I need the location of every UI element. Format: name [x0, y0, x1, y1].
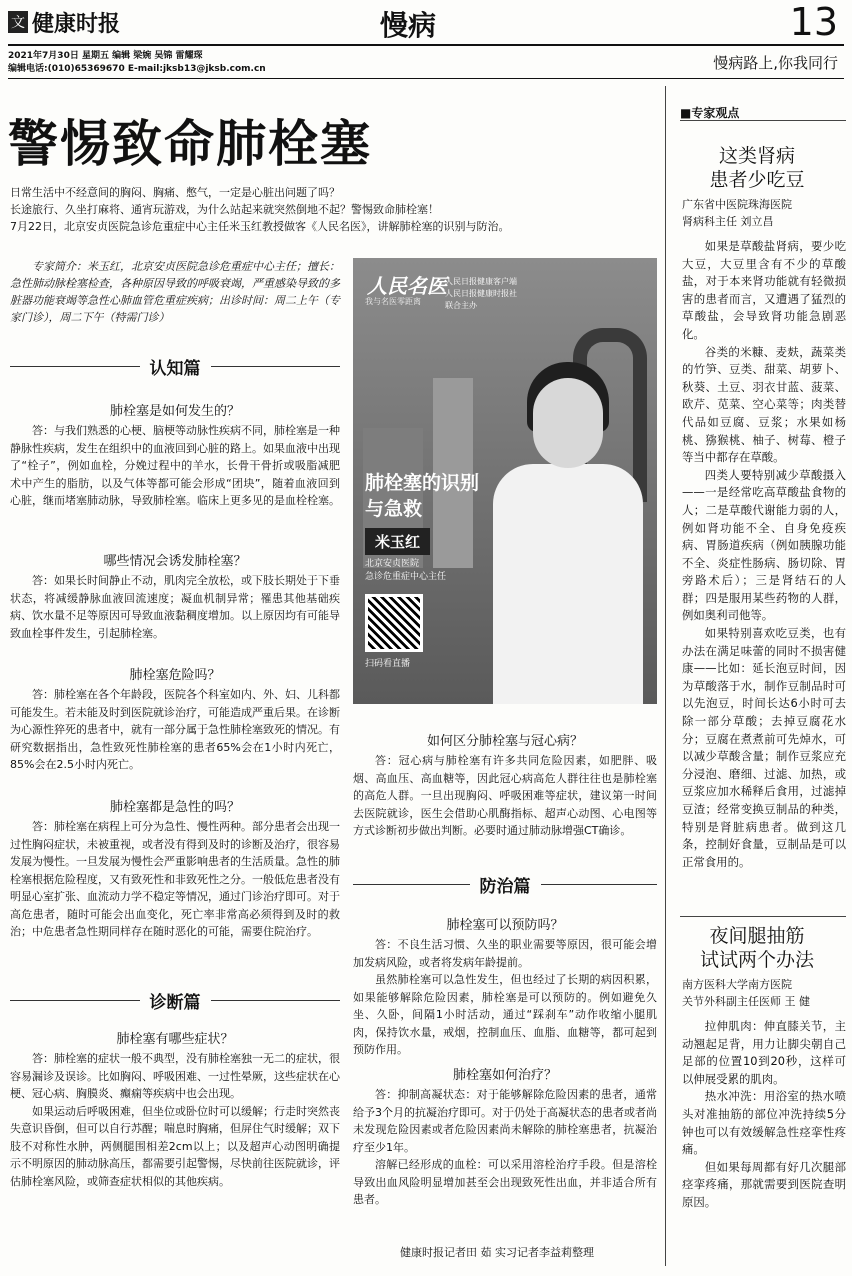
answer-text — [10, 572, 340, 642]
poster-tagline: 我与名医零距离 — [365, 297, 421, 306]
sidebar-label: ■专家观点 — [680, 106, 740, 120]
section-slogan: 慢病路上,你我同行 — [713, 54, 838, 72]
partner-name: 人民日报健康客户端 — [445, 277, 517, 286]
joint-host-label: 联合主办 — [445, 301, 477, 310]
section-prevention — [353, 872, 657, 897]
answer-paragraph: 答：不良生活习惯、久坐的职业需要等原因，很可能会增加发病风险，或者将发病年龄提前。 — [353, 938, 657, 969]
date-line: 2021年7月30日 星期五 编辑 梁婉 吴锦 雷耀琛 — [8, 51, 203, 61]
lead-paragraphs — [10, 184, 670, 235]
answer-paragraph: 答：肺栓塞的症状一般不典型，没有肺栓塞独一无二的症状，很容易漏诊及误诊。比如胸闷、呼吸困难、一过性晕厥，这些症状在心梗、冠心病、胸膜炎、癫痫等疾病中也会出现。 — [10, 1052, 340, 1100]
lead-line: 日常生活中不经意间的胸闷、胸痛、憋气，一定是心脏出问题了吗？ — [10, 186, 340, 199]
section-cognition — [10, 354, 340, 379]
author-line: 南方医科大学南方医院 — [682, 978, 792, 991]
logo-mark-icon: 文 — [8, 11, 28, 33]
question-heading: 肺栓塞可以预防吗？ — [446, 918, 564, 933]
contact-line: 编辑电话:(010)65369670 E-mail:jksb13@jksb.com.cn — [8, 64, 266, 74]
answer-text — [10, 422, 340, 510]
sidebar-rule — [680, 120, 846, 121]
question-heading: 如何区分肺栓塞与冠心病？ — [426, 734, 583, 749]
question-heading: 哪些情况会诱发肺栓塞？ — [103, 554, 247, 569]
question-heading: 肺栓塞如何治疗？ — [452, 1068, 557, 1083]
lead-line: 长途旅行、久坐打麻将、通宵玩游戏，为什么站起来就突然倒地不起？警惕致命肺栓塞！ — [10, 203, 439, 216]
body-paragraph: 如果是草酸盐肾病，要少吃大豆，大豆里含有不少的草酸盐，对于本来肾功能就有轻微损害的患者而言，又遭遇了猛烈的草酸盐，会导致肾功能急剧恶化。 — [682, 239, 846, 341]
title-line: 患者少吃豆 — [709, 169, 805, 191]
section-diagnosis — [10, 988, 340, 1013]
answer-text — [10, 1050, 340, 1190]
answer-text — [353, 936, 657, 1059]
sidebar-author — [682, 976, 846, 1010]
poster-doctor-title — [365, 558, 446, 584]
section-title: 防治篇 — [479, 877, 531, 897]
answer-paragraph: 答：抑制高凝状态：对于能够解除危险因素的患者，通常给予3个月的抗凝治疗即可。对于仍处于高凝状态的患者或者尚未发现危险因素或者危险因素尚未解除的肺栓塞患者，抗凝治疗至少1年。 — [353, 1088, 657, 1154]
doctor-photo — [493, 368, 643, 704]
poster-title-line: 与急救 — [365, 498, 423, 520]
doctor-coat — [493, 464, 643, 704]
question-heading: 肺栓塞都是急性的吗？ — [109, 800, 240, 815]
scan-hint: 扫码看直播 — [365, 659, 411, 669]
author-line: 关节外科副主任医师 王 健 — [682, 995, 810, 1008]
sidebar-article-body — [682, 1018, 846, 1212]
section-title: 认知篇 — [149, 359, 201, 379]
title-line: 试试两个办法 — [699, 949, 814, 971]
qr-code-icon[interactable] — [365, 594, 423, 652]
page-headline: 警惕致命肺栓塞 — [8, 114, 372, 173]
answer-paragraph: 溶解已经形成的血栓：可以采用溶栓治疗手段。但是溶栓导致出血风险明显增加甚至会出现致死性出血，并非适合所有患者。 — [353, 1158, 657, 1206]
title-line: 夜间腿抽筋 — [709, 925, 805, 947]
poster-position: 急诊危重症中心主任 — [365, 572, 447, 582]
sidebar-author — [682, 196, 846, 230]
edition-meta — [8, 50, 266, 76]
newspaper-logo — [8, 6, 148, 38]
answer-paragraph: 答：如果长时间静止不动，肌肉完全放松，或下肢长期处于下垂状态，将减缓静脉血液回流速度；凝血机制异常；罹患其他基础疾病、饮水量不足等原因可导致血液黏稠度增加。以上原因均有可能导致血栓事件发生，引起肺栓塞。 — [10, 574, 340, 640]
column-divider — [665, 86, 666, 1266]
byline: 健康时报记者田 茹 实习记者李益莉整理 — [400, 1246, 594, 1259]
section-name: 慢病 — [380, 9, 437, 42]
answer-text — [353, 752, 657, 840]
partner-name: 人民日报健康时报社 — [445, 289, 517, 298]
question-heading: 肺栓塞有哪些症状？ — [116, 1032, 234, 1047]
lead-line: 7月22日，北京安贞医院急诊危重症中心主任米玉红教授做客《人民名医》，讲解肺栓塞的识别与防治。 — [10, 220, 510, 233]
answer-text — [10, 818, 340, 941]
body-paragraph: 谷类的米糠、麦麸，蔬菜类的竹笋、豆类、甜菜、胡萝卜、秋葵、土豆、羽衣甘蓝、菠菜、欧芹、苋菜、空心菜等；肉类替代品如豆腐、豆浆；水果如杨桃、猕猴桃、柚子、树莓、橙子等当中都存在草酸。 — [682, 344, 846, 465]
title-line: 这类肾病 — [718, 145, 795, 167]
poster-hospital: 北京安贞医院 — [365, 559, 420, 569]
page-number: 13 — [789, 0, 838, 44]
body-paragraph: 热水冲洗：用浴室的热水喷头对准抽筋的部位冲洗持续5分钟也可以有效缓解急性痉挛性疼痛。 — [682, 1089, 846, 1157]
expert-bio: 专家简介：米玉红，北京安贞医院急诊危重症中心主任；擅长：急性肺动脉栓塞检查，各种原因导致的呼吸衰竭，严重感染导致的多脏器功能衰竭等急性心肺血管危重症疾病；出诊时间：周二上午（专家门诊），周二下午（特需门诊） — [10, 260, 340, 324]
answer-paragraph: 答：与我们熟悉的心梗、脑梗等动脉性疾病不同，肺栓塞是一种静脉性疾病，发生在组织中的血液回到心脏的路上。如果血液中出现了“栓子”，例如血栓，分娩过程中的羊水，长骨干骨折或吸脂减肥术中产生的脂肪，以及气体等都可能会形成“团块”，随着血液回到心脏，继而堵塞肺动脉，导致肺栓塞。临床上更多见的是血栓栓塞。 — [10, 424, 340, 507]
answer-text — [10, 686, 340, 774]
poster-partners — [445, 276, 517, 312]
newspaper-name: 健康时报 — [32, 10, 121, 37]
sidebar-article-title — [672, 144, 842, 192]
live-broadcast-poster — [353, 258, 657, 704]
answer-text — [353, 1086, 657, 1209]
sidebar-article-body — [682, 238, 846, 871]
header-rule — [8, 78, 844, 79]
top-rule — [8, 44, 844, 46]
sidebar-article-title — [672, 924, 842, 972]
question-heading: 肺栓塞是如何发生的？ — [109, 404, 240, 419]
answer-paragraph: 如果运动后呼吸困难，但坐位或卧位时可以缓解；行走时突然丧失意识昏倒，但可以自行苏醒；喘息时胸痛，但屏住气时缓解；双下肢不对称性水肿，两侧腿围相差2cm以上；以及超声心动图明确提示不明原因的肺动脉高压，都需要引起警惕，尽快前往医院就诊，评估肺栓塞风险，或筛查症状相似的其他疾病。 — [10, 1104, 340, 1188]
answer-paragraph: 答：肺栓塞在病程上可分为急性、慢性两种。部分患者会出现一过性胸闷症状，未被重视，或者没有得到及时的诊断及治疗，很容易发展为慢性。一旦发展为慢性会严重影响患者的生活质量。急性的肺栓塞根据危险程度，又有致死性和非致死性之分。一般低危患者没有明显心室扩张、血流动力学不稳定等情况，通过门诊治疗即可。对于高危患者，随时可能会出血变化，死亡率非常高必须得到及时的救治；中危患者急性期同样存在随时恶化的可能，需要住院治疗。 — [10, 820, 340, 938]
section-title: 诊断篇 — [149, 993, 201, 1013]
answer-paragraph: 答：冠心病与肺栓塞有许多共同危险因素，如肥胖、吸烟、高血压、高血糖等，因此冠心病高危人群往往也是肺栓塞的高危人群。一旦出现胸闷、呼吸困难等症状，建议第一时间去医院就诊，医生会借助心肌酶指标、超声心动图、心电图等方式诊断初步做出判断。必要时通过肺动脉增强CT确诊。 — [353, 754, 657, 837]
answer-paragraph: 虽然肺栓塞可以急性发生，但也经过了长期的病因积累，如果能够解除危险因素，肺栓塞是可以预防的。例如避免久坐、久卧，间隔1小时活动，通过“踩刹车”动作收缩小腿肌肉，保持饮水量，戒烟，控制血压、血脂、血糖等，都可起到预防作用。 — [353, 973, 657, 1056]
doctor-face — [533, 378, 603, 468]
answer-paragraph: 答：肺栓塞在各个年龄段，医院各个科室如内、外、妇、儿科都可能发生。若未能及时到医院就诊治疗，可能造成严重后果。在诊断为心源性猝死的患者中，就有一部分属于急性肺栓塞致死的情况。有研究数据指出，急性致死性肺栓塞的患者65%会在1小时内死亡，85%会在2.5小时内死亡。 — [10, 688, 340, 771]
body-paragraph: 但如果每周都有好几次腿部痉挛疼痛，那就需要到医院查明原因。 — [682, 1159, 846, 1209]
author-line: 肾病科主任 刘立昌 — [682, 215, 774, 228]
poster-doctor-name: 米玉红 — [365, 528, 430, 555]
poster-title — [365, 470, 479, 522]
poster-title-line: 肺栓塞的识别 — [365, 472, 480, 494]
body-paragraph: 四类人要特别减少草酸摄入——一是经常吃高草酸盐食物的人；二是草酸代谢能力弱的人，例如肾功能不全、自身免疫疾病、胃肠道疾病（例如胰腺功能不全、炎症性肠病、肠切除、胃旁路术后）；三是肾结石的人群；四是服用某些药物的人群，例如奥利司他等。 — [682, 467, 846, 623]
body-paragraph: 如果特别喜欢吃豆类，也有办法在满足味蕾的同时不损害健康——比如：延长泡豆时间，因为草酸落于水，制作豆制品时可以先泡豆，时间长达6小时可去除一部分草酸；去掉豆腐花水分；豆腐在煮煮前可先焯水，可以减少草酸含量；制作豆浆应充分浸泡、磨细、过滤、加热，或豆浆应加水稀释后食用，过滤掉豆渣；经常变换豆制品的种类，特别是肾脏病患者。做到这几条，控制好食量，豆制品是可以正常食用的。 — [682, 626, 846, 869]
author-line: 广东省中医院珠海医院 — [682, 198, 792, 211]
sidebar-rule — [680, 916, 846, 917]
poster-logo: 人民名医 — [367, 274, 447, 298]
question-heading: 肺栓塞危险吗？ — [129, 668, 221, 683]
body-paragraph: 拉伸肌肉：伸直膝关节，主动翘起足背，用力让脚尖朝自己足部的位置10到20秒，这样可以伸展受累的肌肉。 — [682, 1019, 846, 1086]
